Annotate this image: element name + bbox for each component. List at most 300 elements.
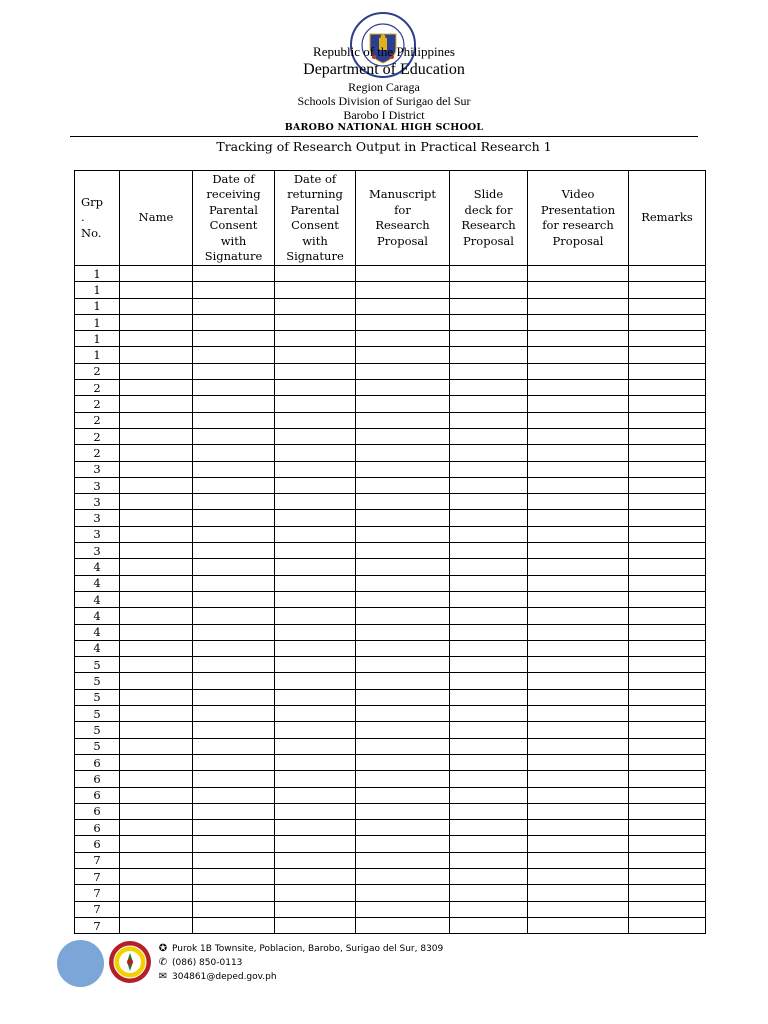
cell-manuscript xyxy=(356,640,450,656)
cell-slide-deck xyxy=(450,347,528,363)
cell-date-receiving xyxy=(193,298,275,314)
col-header-group-no: Grp . No. xyxy=(75,171,120,266)
cell-manuscript xyxy=(356,575,450,591)
cell-group-no: 1 xyxy=(75,298,120,314)
cell-video xyxy=(528,803,629,819)
cell-date-receiving xyxy=(193,575,275,591)
cell-date-receiving xyxy=(193,689,275,705)
cell-slide-deck xyxy=(450,510,528,526)
table-row xyxy=(75,494,706,510)
cell-date-receiving xyxy=(193,901,275,917)
cell-video xyxy=(528,591,629,607)
cell-remarks xyxy=(629,543,706,559)
cell-video xyxy=(528,852,629,868)
cell-date-returning xyxy=(275,803,356,819)
cell-date-returning xyxy=(275,461,356,477)
cell-group-no: 2 xyxy=(75,380,120,396)
footer-email: ✉ 304861@deped.gov.ph xyxy=(158,971,277,982)
cell-slide-deck xyxy=(450,494,528,510)
cell-date-returning xyxy=(275,868,356,884)
cell-group-no: 2 xyxy=(75,412,120,428)
cell-manuscript xyxy=(356,526,450,542)
cell-group-no: 5 xyxy=(75,657,120,673)
cell-remarks xyxy=(629,803,706,819)
cell-date-returning xyxy=(275,836,356,852)
cell-date-receiving xyxy=(193,477,275,493)
table-header-row xyxy=(75,171,706,266)
table-row xyxy=(75,396,706,412)
cell-date-receiving xyxy=(193,494,275,510)
table-row xyxy=(75,314,706,330)
cell-video xyxy=(528,640,629,656)
cell-name xyxy=(120,738,193,754)
cell-slide-deck xyxy=(450,608,528,624)
cell-name xyxy=(120,754,193,770)
table-row xyxy=(75,477,706,493)
cell-remarks xyxy=(629,901,706,917)
cell-date-returning xyxy=(275,706,356,722)
table-row xyxy=(75,298,706,314)
cell-remarks xyxy=(629,575,706,591)
cell-video xyxy=(528,331,629,347)
cell-name xyxy=(120,412,193,428)
cell-manuscript xyxy=(356,722,450,738)
cell-video xyxy=(528,673,629,689)
cell-name xyxy=(120,591,193,607)
cell-manuscript xyxy=(356,380,450,396)
cell-group-no: 2 xyxy=(75,396,120,412)
cell-group-no: 4 xyxy=(75,591,120,607)
cell-name xyxy=(120,624,193,640)
cell-date-returning xyxy=(275,689,356,705)
cell-slide-deck xyxy=(450,738,528,754)
cell-date-receiving xyxy=(193,852,275,868)
cell-date-returning xyxy=(275,543,356,559)
cell-date-receiving xyxy=(193,396,275,412)
cell-name xyxy=(120,836,193,852)
cell-date-receiving xyxy=(193,624,275,640)
cell-slide-deck xyxy=(450,868,528,884)
cell-group-no: 2 xyxy=(75,363,120,379)
cell-video xyxy=(528,771,629,787)
cell-name xyxy=(120,575,193,591)
cell-group-no: 6 xyxy=(75,803,120,819)
cell-video xyxy=(528,461,629,477)
cell-manuscript xyxy=(356,428,450,444)
cell-manuscript xyxy=(356,787,450,803)
cell-slide-deck xyxy=(450,624,528,640)
cell-date-returning xyxy=(275,608,356,624)
footer-phone: ✆ (086) 850-0113 xyxy=(158,957,243,968)
table-row xyxy=(75,917,706,933)
cell-video xyxy=(528,787,629,803)
footer-blue-circle xyxy=(57,940,104,987)
cell-remarks xyxy=(629,852,706,868)
cell-group-no: 7 xyxy=(75,917,120,933)
cell-name xyxy=(120,868,193,884)
table-row xyxy=(75,852,706,868)
table-row xyxy=(75,640,706,656)
cell-manuscript xyxy=(356,298,450,314)
table-row xyxy=(75,543,706,559)
table-row xyxy=(75,787,706,803)
republic-line: Republic of the Philippines xyxy=(313,44,455,59)
cell-remarks xyxy=(629,461,706,477)
cell-group-no: 4 xyxy=(75,559,120,575)
cell-group-no: 1 xyxy=(75,331,120,347)
cell-slide-deck xyxy=(450,901,528,917)
cell-group-no: 6 xyxy=(75,771,120,787)
cell-slide-deck xyxy=(450,689,528,705)
cell-date-receiving xyxy=(193,868,275,884)
cell-name xyxy=(120,901,193,917)
cell-date-receiving xyxy=(193,738,275,754)
cell-manuscript xyxy=(356,917,450,933)
cell-group-no: 1 xyxy=(75,266,120,282)
cell-video xyxy=(528,706,629,722)
division-line: Schools Division of Surigao del Sur xyxy=(297,94,471,108)
cell-slide-deck xyxy=(450,803,528,819)
cell-slide-deck xyxy=(450,543,528,559)
cell-remarks xyxy=(629,771,706,787)
cell-video xyxy=(528,754,629,770)
cell-date-receiving xyxy=(193,461,275,477)
cell-video xyxy=(528,559,629,575)
cell-video xyxy=(528,412,629,428)
cell-manuscript xyxy=(356,412,450,428)
cell-group-no: 3 xyxy=(75,477,120,493)
cell-remarks xyxy=(629,836,706,852)
cell-slide-deck xyxy=(450,787,528,803)
cell-slide-deck xyxy=(450,706,528,722)
school-logo xyxy=(108,940,152,984)
cell-date-receiving xyxy=(193,266,275,282)
cell-name xyxy=(120,657,193,673)
col-header-name: Name xyxy=(120,171,193,266)
cell-date-receiving xyxy=(193,640,275,656)
cell-date-returning xyxy=(275,559,356,575)
cell-manuscript xyxy=(356,820,450,836)
cell-manuscript xyxy=(356,689,450,705)
cell-name xyxy=(120,363,193,379)
cell-remarks xyxy=(629,657,706,673)
cell-video xyxy=(528,282,629,298)
cell-group-no: 7 xyxy=(75,868,120,884)
cell-group-no: 4 xyxy=(75,608,120,624)
table-row xyxy=(75,412,706,428)
cell-slide-deck xyxy=(450,380,528,396)
cell-group-no: 6 xyxy=(75,820,120,836)
cell-date-returning xyxy=(275,640,356,656)
cell-date-returning xyxy=(275,314,356,330)
cell-group-no: 7 xyxy=(75,901,120,917)
cell-slide-deck xyxy=(450,591,528,607)
cell-date-returning xyxy=(275,852,356,868)
cell-group-no: 5 xyxy=(75,673,120,689)
cell-group-no: 7 xyxy=(75,852,120,868)
cell-name xyxy=(120,282,193,298)
cell-date-receiving xyxy=(193,591,275,607)
cell-date-receiving xyxy=(193,803,275,819)
cell-manuscript xyxy=(356,868,450,884)
cell-video xyxy=(528,543,629,559)
cell-video xyxy=(528,428,629,444)
table-row xyxy=(75,771,706,787)
table-body xyxy=(75,266,706,934)
cell-date-returning xyxy=(275,428,356,444)
cell-slide-deck xyxy=(450,836,528,852)
cell-group-no: 1 xyxy=(75,314,120,330)
cell-slide-deck xyxy=(450,917,528,933)
cell-group-no: 1 xyxy=(75,347,120,363)
cell-date-returning xyxy=(275,412,356,428)
table-row xyxy=(75,738,706,754)
cell-video xyxy=(528,820,629,836)
cell-slide-deck xyxy=(450,282,528,298)
cell-remarks xyxy=(629,494,706,510)
table-row xyxy=(75,608,706,624)
cell-date-receiving xyxy=(193,559,275,575)
cell-group-no: 6 xyxy=(75,787,120,803)
cell-slide-deck xyxy=(450,754,528,770)
cell-name xyxy=(120,608,193,624)
cell-date-returning xyxy=(275,494,356,510)
cell-manuscript xyxy=(356,510,450,526)
cell-slide-deck xyxy=(450,526,528,542)
cell-date-receiving xyxy=(193,836,275,852)
cell-name xyxy=(120,803,193,819)
table-row xyxy=(75,868,706,884)
cell-name xyxy=(120,722,193,738)
cell-group-no: 3 xyxy=(75,543,120,559)
cell-manuscript xyxy=(356,347,450,363)
header-divider xyxy=(70,136,698,137)
cell-remarks xyxy=(629,380,706,396)
cell-slide-deck xyxy=(450,640,528,656)
cell-remarks xyxy=(629,706,706,722)
cell-remarks xyxy=(629,559,706,575)
cell-date-returning xyxy=(275,787,356,803)
cell-group-no: 3 xyxy=(75,526,120,542)
table-row xyxy=(75,901,706,917)
col-header-date-receiving: Date of receiving Parental Consent with Signature xyxy=(193,171,275,266)
cell-video xyxy=(528,347,629,363)
table-row xyxy=(75,461,706,477)
cell-date-receiving xyxy=(193,657,275,673)
cell-slide-deck xyxy=(450,314,528,330)
cell-date-returning xyxy=(275,624,356,640)
cell-date-receiving xyxy=(193,787,275,803)
cell-group-no: 4 xyxy=(75,624,120,640)
table-row xyxy=(75,722,706,738)
cell-date-returning xyxy=(275,738,356,754)
cell-video xyxy=(528,917,629,933)
cell-manuscript xyxy=(356,314,450,330)
cell-name xyxy=(120,428,193,444)
cell-video xyxy=(528,494,629,510)
cell-remarks xyxy=(629,689,706,705)
cell-slide-deck xyxy=(450,559,528,575)
cell-date-receiving xyxy=(193,282,275,298)
cell-video xyxy=(528,836,629,852)
cell-video xyxy=(528,510,629,526)
table-row xyxy=(75,803,706,819)
cell-video xyxy=(528,575,629,591)
table-row xyxy=(75,591,706,607)
cell-date-receiving xyxy=(193,706,275,722)
col-header-manuscript: Manuscript for Research Proposal xyxy=(356,171,450,266)
cell-slide-deck xyxy=(450,722,528,738)
cell-date-receiving xyxy=(193,363,275,379)
cell-manuscript xyxy=(356,477,450,493)
cell-date-receiving xyxy=(193,608,275,624)
cell-video xyxy=(528,657,629,673)
cell-group-no: 7 xyxy=(75,885,120,901)
cell-date-receiving xyxy=(193,722,275,738)
cell-group-no: 3 xyxy=(75,461,120,477)
cell-manuscript xyxy=(356,559,450,575)
table-row xyxy=(75,706,706,722)
cell-date-returning xyxy=(275,885,356,901)
cell-remarks xyxy=(629,608,706,624)
cell-date-receiving xyxy=(193,445,275,461)
cell-date-returning xyxy=(275,820,356,836)
cell-name xyxy=(120,640,193,656)
cell-group-no: 2 xyxy=(75,428,120,444)
cell-slide-deck xyxy=(450,266,528,282)
department-title: Department of Education xyxy=(303,61,465,78)
cell-manuscript xyxy=(356,738,450,754)
phone-icon: ✆ xyxy=(158,957,168,968)
table-row xyxy=(75,657,706,673)
table-row xyxy=(75,363,706,379)
cell-date-receiving xyxy=(193,917,275,933)
cell-video xyxy=(528,868,629,884)
cell-video xyxy=(528,314,629,330)
cell-remarks xyxy=(629,754,706,770)
cell-name xyxy=(120,559,193,575)
cell-date-receiving xyxy=(193,428,275,444)
cell-manuscript xyxy=(356,771,450,787)
cell-group-no: 5 xyxy=(75,738,120,754)
table-row xyxy=(75,559,706,575)
cell-date-receiving xyxy=(193,526,275,542)
cell-remarks xyxy=(629,673,706,689)
cell-date-returning xyxy=(275,510,356,526)
cell-remarks xyxy=(629,787,706,803)
cell-date-receiving xyxy=(193,510,275,526)
cell-date-returning xyxy=(275,901,356,917)
cell-date-returning xyxy=(275,722,356,738)
cell-manuscript xyxy=(356,852,450,868)
col-header-remarks: Remarks xyxy=(629,171,706,266)
cell-remarks xyxy=(629,347,706,363)
cell-manuscript xyxy=(356,591,450,607)
cell-date-returning xyxy=(275,657,356,673)
cell-slide-deck xyxy=(450,820,528,836)
cell-date-returning xyxy=(275,363,356,379)
cell-video xyxy=(528,298,629,314)
cell-name xyxy=(120,445,193,461)
table-row xyxy=(75,575,706,591)
cell-remarks xyxy=(629,428,706,444)
cell-date-returning xyxy=(275,771,356,787)
cell-name xyxy=(120,543,193,559)
cell-video xyxy=(528,624,629,640)
col-header-date-returning: Date of returning Parental Consent with Signature xyxy=(275,171,356,266)
cell-name xyxy=(120,266,193,282)
cell-slide-deck xyxy=(450,885,528,901)
cell-manuscript xyxy=(356,494,450,510)
cell-name xyxy=(120,820,193,836)
table-row xyxy=(75,347,706,363)
cell-date-returning xyxy=(275,575,356,591)
cell-date-receiving xyxy=(193,885,275,901)
cell-name xyxy=(120,314,193,330)
cell-remarks xyxy=(629,917,706,933)
cell-name xyxy=(120,787,193,803)
cell-name xyxy=(120,852,193,868)
cell-manuscript xyxy=(356,657,450,673)
cell-manuscript xyxy=(356,363,450,379)
cell-slide-deck xyxy=(450,477,528,493)
cell-date-receiving xyxy=(193,673,275,689)
cell-manuscript xyxy=(356,445,450,461)
table-row xyxy=(75,266,706,282)
cell-date-returning xyxy=(275,331,356,347)
cell-date-returning xyxy=(275,380,356,396)
cell-date-returning xyxy=(275,445,356,461)
cell-name xyxy=(120,510,193,526)
cell-name xyxy=(120,380,193,396)
cell-date-returning xyxy=(275,526,356,542)
cell-group-no: 3 xyxy=(75,510,120,526)
cell-manuscript xyxy=(356,331,450,347)
cell-group-no: 5 xyxy=(75,706,120,722)
cell-slide-deck xyxy=(450,575,528,591)
cell-manuscript xyxy=(356,754,450,770)
cell-manuscript xyxy=(356,266,450,282)
cell-video xyxy=(528,380,629,396)
cell-manuscript xyxy=(356,885,450,901)
cell-manuscript xyxy=(356,836,450,852)
cell-group-no: 5 xyxy=(75,722,120,738)
cell-name xyxy=(120,885,193,901)
cell-video xyxy=(528,885,629,901)
cell-remarks xyxy=(629,396,706,412)
cell-date-receiving xyxy=(193,771,275,787)
cell-video xyxy=(528,689,629,705)
cell-manuscript xyxy=(356,461,450,477)
cell-manuscript xyxy=(356,282,450,298)
table-row xyxy=(75,820,706,836)
table-row xyxy=(75,885,706,901)
cell-date-receiving xyxy=(193,754,275,770)
cell-name xyxy=(120,494,193,510)
cell-slide-deck xyxy=(450,445,528,461)
region-line: Region Caraga xyxy=(348,80,420,94)
cell-date-returning xyxy=(275,298,356,314)
cell-date-returning xyxy=(275,347,356,363)
cell-group-no: 2 xyxy=(75,445,120,461)
cell-date-returning xyxy=(275,917,356,933)
table-row xyxy=(75,282,706,298)
table-row xyxy=(75,510,706,526)
cell-group-no: 3 xyxy=(75,494,120,510)
cell-video xyxy=(528,363,629,379)
table-row xyxy=(75,380,706,396)
cell-manuscript xyxy=(356,396,450,412)
